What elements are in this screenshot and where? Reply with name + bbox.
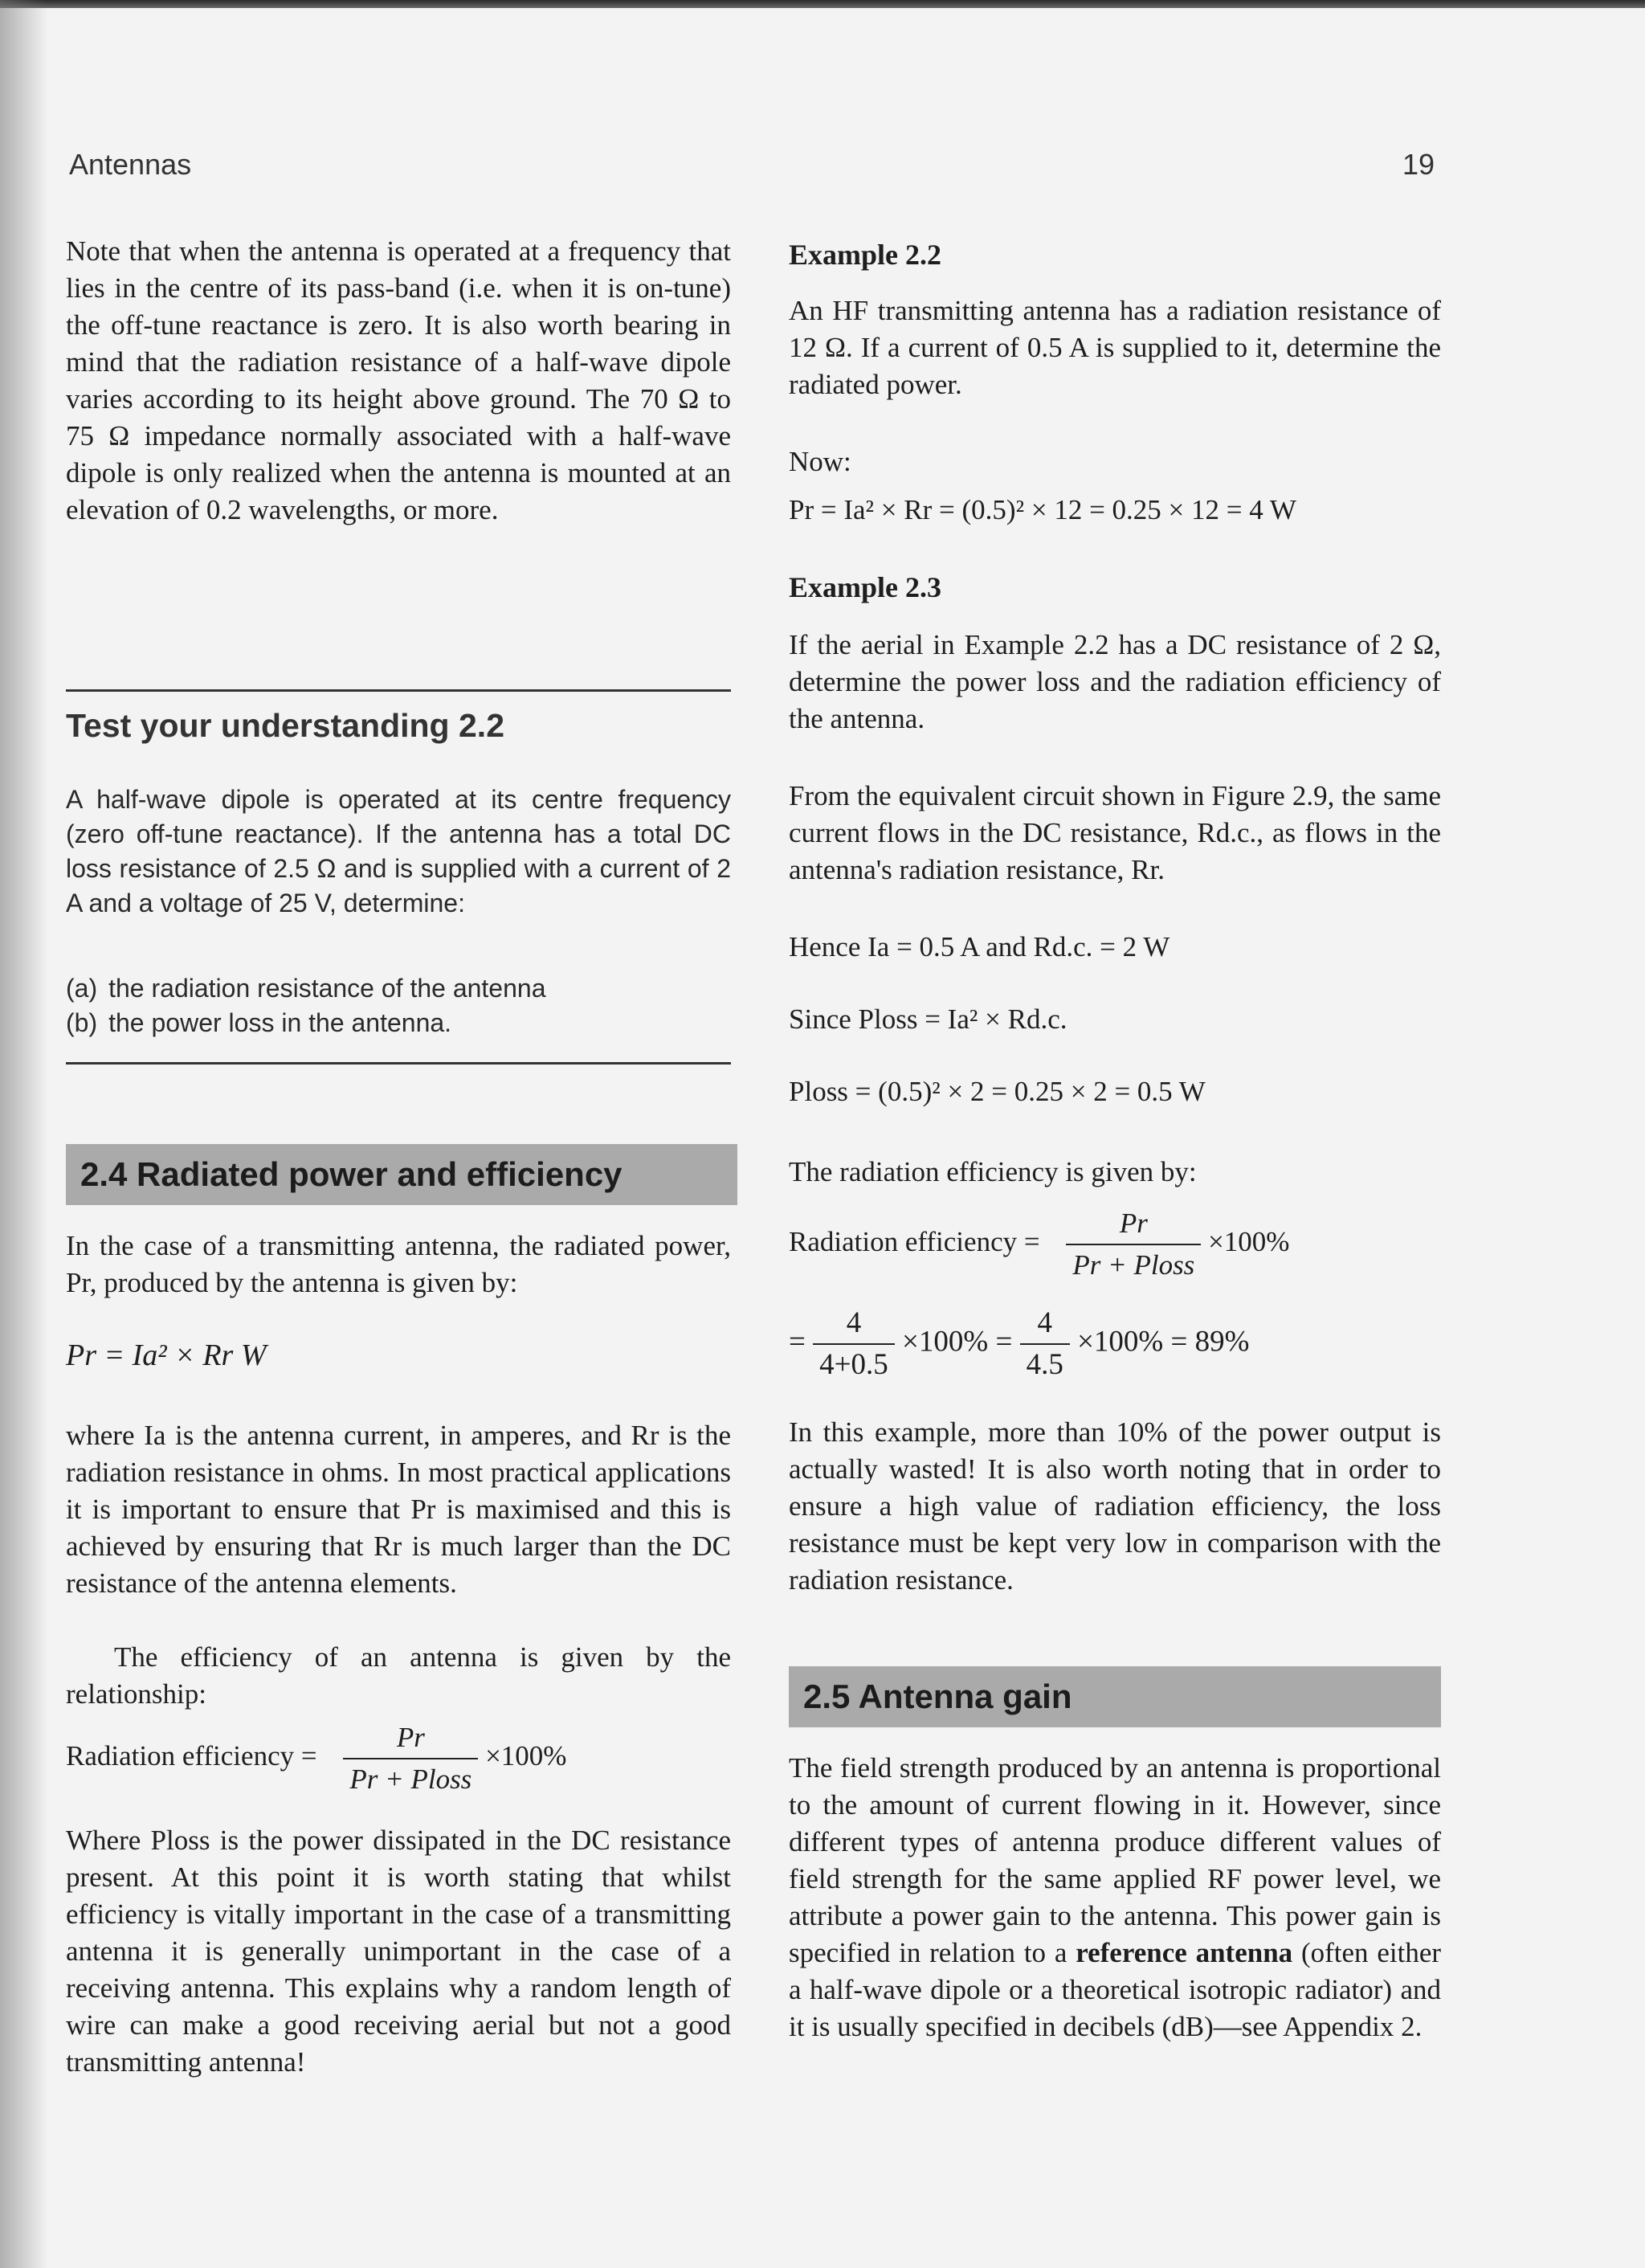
section-25-text-b: (often either a half-wave dipole or a theoretical isotropic radiator) and it is usually specified in decibels (dB)—see Appendix 2. (789, 1937, 1442, 2042)
eq-tail: ×100% = 89% (1077, 1325, 1250, 1359)
running-head: Antennas (69, 148, 192, 181)
equation-efficiency (66, 1719, 731, 1798)
since-line: Since Ploss = Ia² × Rd.c. (789, 1003, 1067, 1035)
section-25-p1 (789, 1750, 1441, 2045)
now-label: Now: (789, 446, 851, 477)
eq-mid: ×100% = (902, 1325, 1013, 1359)
tyu-body: A half-wave dipole is operated at its centre frequency (zero off-tune reactance). If the antenna has a total DC loss resistance of 2.5 Ω and is supplied with a current of 2 A and a voltage of 25 V, determine: (66, 785, 731, 917)
example-2-3-heading: Example 2.3 (789, 571, 942, 603)
tyu-top-rule (66, 689, 731, 692)
reference-antenna-term: reference antenna (1076, 1937, 1293, 1968)
efficiency-intro: The radiation efficiency is given by: (789, 1156, 1197, 1187)
list-item (66, 971, 731, 1006)
equation-efficiency-ex23 (789, 1205, 1441, 1284)
tyu-title: Test your understanding 2.2 (66, 707, 504, 744)
eq-fraction (1066, 1205, 1201, 1284)
section-24-p4: Where Ploss is the power dissipated in the DC resistance present. At this point it is worth stating that whilst efficiency is vitally important in the case of a transmitting antenna it is generally unimportant in the case of a receiving antenna. This explains why a random length of wire can make a good receiving aerial but not a good transmitting antenna! (66, 1825, 731, 2078)
scan-spine-shadow (0, 0, 48, 2268)
eq-numerator: Pr (1119, 1208, 1148, 1239)
list-text: the power loss in the antenna. (108, 1008, 452, 1037)
list-marker: (a) (66, 974, 98, 1003)
section-24-p3: The efficiency of an antenna is given by the relationship: (66, 1641, 731, 1710)
eq-fraction-a (813, 1305, 895, 1383)
eq-label: Radiation efficiency = (66, 1740, 317, 1772)
section-heading-2-4: 2.4 Radiated power and efficiency (66, 1144, 737, 1205)
section-heading-2-5: 2.5 Antenna gain (789, 1666, 1441, 1727)
eq-numerator: Pr (396, 1722, 425, 1753)
scan-top-edge (0, 0, 1645, 8)
section-24-p2: where Ia is the antenna current, in amperes, and Rr is the radiation resistance in ohms. In most practical applications it is important to ensure that Pr is maximised and this is achieved by ensuring that Rr is much larger than the DC resistance of the antenna elements. (66, 1420, 731, 1599)
list-text: the radiation resistance of the antenna (108, 974, 546, 1003)
section-24-p1: In the case of a transmitting antenna, the radiated power, Pr, produced by the antenna is given by: (66, 1230, 731, 1298)
eq-tail: ×100% (1208, 1226, 1290, 1258)
eq-equals: = (789, 1325, 806, 1359)
eq-numerator: 4 (846, 1306, 862, 1339)
eq-fraction (343, 1719, 478, 1798)
list-marker: (b) (66, 1008, 98, 1037)
eq-denominator: 4.5 (1020, 1343, 1070, 1383)
equation-ploss: Ploss = (0.5)² × 2 = 0.25 × 2 = 0.5 W (789, 1076, 1206, 1107)
eq-label: Radiation efficiency = (789, 1226, 1040, 1258)
eq-denominator: Pr + Ploss (1066, 1244, 1201, 1284)
eq-fraction-b (1020, 1305, 1070, 1383)
equation-ex22: Pr = Ia² × Rr = (0.5)² × 12 = 0.25 × 12 = 4 W (789, 494, 1296, 525)
intro-note: Note that when the antenna is operated at a frequency that lies in the centre of its pass-band (i.e. when it is on-tune) the off-tune reactance is zero. It is also worth bearing in mind that the radiation resistance of a half-wave dipole varies according to its height above ground. The 70 Ω to 75 Ω impedance normally associated with a half-wave dipole is only realized when the antenna is mounted at an elevation of 0.2 wavelengths, or more. (66, 235, 731, 525)
example-2-3-p1: From the equivalent circuit shown in Figure 2.9, the same current flows in the DC resistance, Rd.c., as flows in the antenna's radiation resistance, Rr. (789, 780, 1441, 885)
eq-tail: ×100% (485, 1740, 567, 1772)
example-2-2-heading: Example 2.2 (789, 239, 942, 271)
eq-numerator: 4 (1037, 1306, 1052, 1339)
eq-denominator: Pr + Ploss (343, 1758, 478, 1798)
equation-efficiency-calc (789, 1305, 1441, 1383)
tyu-list (66, 971, 731, 1040)
equation-radiated-power: Pr = Ia² × Rr W (66, 1338, 267, 1372)
tyu-bottom-rule (66, 1062, 731, 1065)
example-2-2-text: An HF transmitting antenna has a radiation resistance of 12 Ω. If a current of 0.5 A is supplied to it, determine the radiated power. (789, 295, 1441, 400)
example-2-3-text: If the aerial in Example 2.2 has a DC resistance of 2 Ω, determine the power loss and the radiation efficiency of the antenna. (789, 629, 1441, 734)
page-number: 19 (1402, 148, 1435, 181)
eq-denominator: 4+0.5 (813, 1343, 895, 1383)
hence-line: Hence Ia = 0.5 A and Rd.c. = 2 W (789, 931, 1170, 962)
example-2-3-conclusion: In this example, more than 10% of the power output is actually wasted! It is also worth noting that in order to ensure a high value of radiation efficiency, the loss resistance must be kept very low in comparison with the radiation resistance. (789, 1416, 1441, 1596)
section-25-text-a: The field strength produced by an antenna is proportional to the amount of current flowing in it. However, since different types of antenna produce different values of field strength for the same applied RF power level, we attribute a power gain to the antenna. This power gain is specified in relation to a (789, 1752, 1441, 1968)
list-item (66, 1006, 731, 1040)
